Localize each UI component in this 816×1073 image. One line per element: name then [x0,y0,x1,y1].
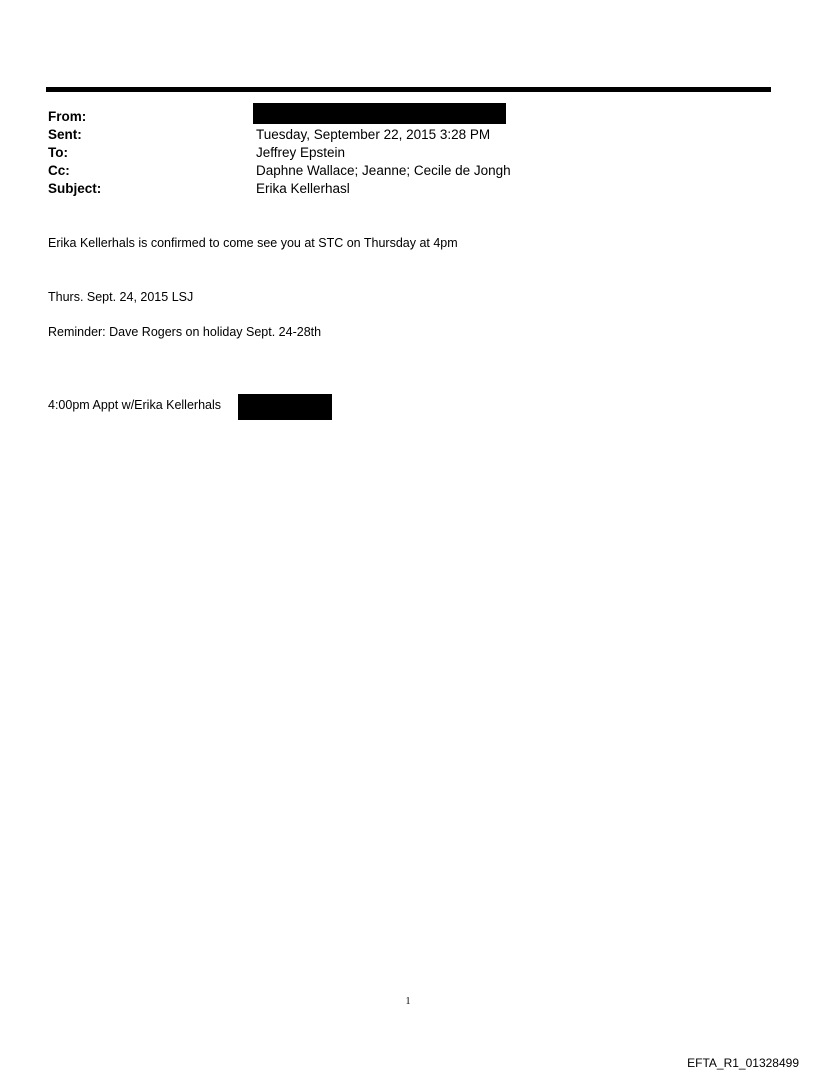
from-label: From: [48,109,87,124]
to-row [48,144,748,162]
sent-row [48,126,748,144]
body-line-appointment: 4:00pm Appt w/Erika Kellerhals [48,398,222,412]
page-number: 1 [405,996,411,1007]
body-line-reminder: Reminder: Dave Rogers on holiday Sept. 24-28th [48,325,322,339]
to-value: Jeffrey Epstein [256,145,346,160]
cc-row [48,162,748,180]
cc-value: Daphne Wallace; Jeanne; Cecile de Jongh [256,163,511,178]
bates-number: EFTA_R1_01328499 [687,1056,799,1070]
body-line-confirmation: Erika Kellerhals is confirmed to come see you at STC on Thursday at 4pm [48,236,458,250]
cc-label: Cc: [48,163,70,178]
redaction-block-from [253,103,506,124]
subject-label: Subject: [48,181,102,196]
to-label: To: [48,145,68,160]
subject-row [48,180,748,198]
redaction-block-appointment [238,394,332,420]
subject-value: Erika Kellerhasl [256,181,350,196]
sent-label: Sent: [48,127,82,142]
body-line-date: Thurs. Sept. 24, 2015 LSJ [48,290,194,304]
header-rule [46,87,771,92]
sent-value: Tuesday, September 22, 2015 3:28 PM [256,127,491,142]
